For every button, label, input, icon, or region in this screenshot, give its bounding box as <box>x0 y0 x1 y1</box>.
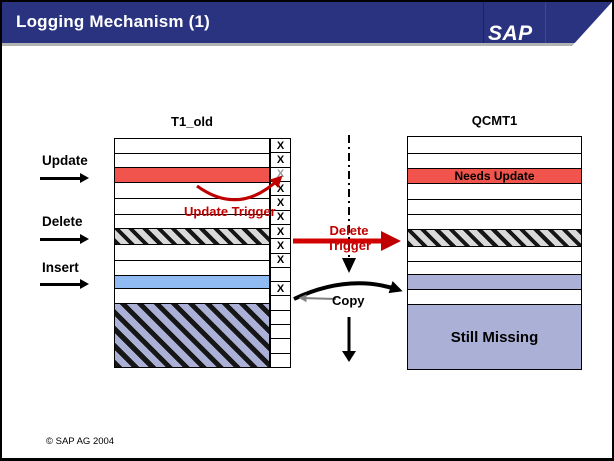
sap-logo: SAP <box>488 22 533 45</box>
log-flag-cell: X <box>271 168 290 182</box>
table-row <box>115 261 269 276</box>
log-flag-cell: X <box>271 196 290 210</box>
update-arrow-icon <box>40 177 80 180</box>
label-insert: Insert <box>42 260 79 275</box>
table-row <box>408 137 581 154</box>
log-flag-cell <box>271 339 290 353</box>
table-row <box>115 168 269 183</box>
log-flag-cell: X <box>271 211 290 225</box>
log-flag-cell <box>271 268 290 282</box>
table-row <box>115 183 269 199</box>
delete-arrow-icon <box>40 238 80 241</box>
right-table-title: QCMT1 <box>471 113 518 128</box>
update-trigger-label: Update Trigger <box>184 204 276 219</box>
table-row <box>408 275 581 290</box>
table-row <box>408 290 581 305</box>
table-row <box>115 276 269 289</box>
page-title: Logging Mechanism (1) <box>16 12 211 31</box>
row-label: Still Missing <box>450 328 539 346</box>
log-flag-cell <box>271 354 290 367</box>
table-row <box>115 289 269 304</box>
log-flag-cell: X <box>271 282 290 296</box>
table-row <box>115 304 269 367</box>
log-flag-cell: X <box>271 225 290 239</box>
log-flag-cell <box>271 325 290 339</box>
label-update: Update <box>42 153 88 168</box>
log-flag-cell <box>271 311 290 325</box>
table-row <box>408 169 581 184</box>
table-row <box>408 154 581 169</box>
delete-trigger-label <box>310 223 388 253</box>
table-row <box>115 245 269 261</box>
table-row <box>408 184 581 200</box>
left-table <box>114 138 291 368</box>
divider-arrowhead-icon <box>342 258 356 273</box>
copyright-footer: © SAP AG 2004 <box>46 436 115 447</box>
table-row <box>408 247 581 262</box>
down-arrowhead-icon <box>342 351 356 362</box>
table-row <box>115 139 269 154</box>
table-row <box>115 154 269 168</box>
table-row <box>408 230 581 247</box>
right-table <box>407 136 582 370</box>
header-separator-line <box>545 2 546 43</box>
delete-trigger-line2: Trigger <box>326 238 372 253</box>
copy-label: Copy <box>332 293 365 308</box>
log-flag-cell: X <box>271 239 290 253</box>
table-row <box>408 215 581 230</box>
log-flag-column <box>270 138 291 368</box>
table-row <box>408 200 581 215</box>
insert-arrow-icon <box>40 283 80 286</box>
table-row <box>408 262 581 275</box>
label-delete: Delete <box>42 214 83 229</box>
left-table-title: T1_old <box>171 114 213 129</box>
table-row <box>115 229 269 245</box>
header-separator-line <box>483 2 484 43</box>
delete-trigger-line1: Delete <box>329 223 369 238</box>
copy-pointer-arrow <box>301 298 336 299</box>
log-flag-cell: X <box>271 139 290 153</box>
log-flag-cell: X <box>271 254 290 268</box>
log-flag-cell: X <box>271 153 290 167</box>
table-row <box>408 305 581 369</box>
log-flag-cell: X <box>271 182 290 196</box>
log-flag-cell <box>271 296 290 310</box>
left-table-rows <box>114 138 270 368</box>
row-label: Needs Update <box>454 169 535 183</box>
